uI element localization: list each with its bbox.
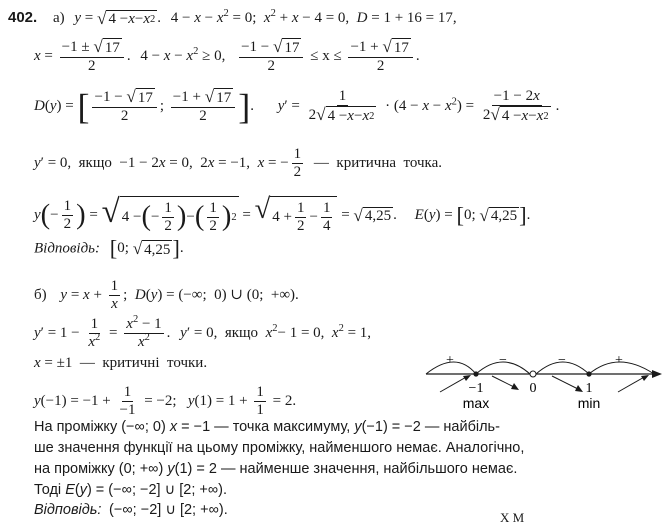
point-neg1: −1: [468, 381, 484, 396]
sign-diagram: [422, 346, 666, 414]
sign-3: −: [558, 353, 566, 368]
line-b4: y(−1) = −1 + $\frac{1}{-1}$ = −2; y(1) = 1 + $\frac{1}{1}$ = 2.: [34, 384, 297, 419]
footer-fragment: X M: [500, 510, 525, 525]
para-line-1: На проміжку (−∞; 0) x = −1 — точка максимуму, y(−1) = −2 — найбіль-: [34, 419, 500, 435]
fraction-roots: −1 ± √ 17 2: [60, 38, 124, 76]
sqrt-expr: √ 4 − x − x 2: [97, 9, 156, 28]
label-min: min: [577, 395, 601, 411]
answer-b-line: Відповідь: (−∞; −2] ∪ [2; +∞).: [34, 502, 228, 518]
line-b3: x = ±1 — критичні точки.: [34, 355, 208, 371]
line-5: y(− $\frac{1}{2}$ ) = √ 4 − ( − 1 2 ) − ( 1 2 ) 2 = √ 4 + 1 2 − 1 4 = √ 4,25 . E(y) = [0; √ 4,25 ].: [34, 194, 531, 235]
line-1: 402. а) y = √ 4 − x − x 2 . $4 - x - x^2 = 0$; $x^2 + x - 4 = 0$, D = 1 + 16 = 17,: [8, 8, 457, 28]
label-max: max: [462, 395, 490, 411]
answer-label: Відповідь:: [34, 240, 101, 257]
line-2: x = −1 ± √ 17 2 . $4 - x - x^2 \ge 0$, −1 − √ 17 2 ≤ x ≤ −1 + √ 17 2 .: [34, 37, 420, 75]
crit-fraction: $\frac{1}{2}$: [293, 146, 302, 181]
deriv-fraction-2: −1 − 2x 2 √ 4 − x − x 2: [482, 88, 549, 125]
deriv-fraction-1: 1 2 √ 4 − x − x 2: [308, 88, 375, 125]
sign-4: +: [615, 353, 623, 368]
part-a-label: а): [52, 10, 65, 27]
domain-right: −1 + √ 17 2: [171, 88, 235, 126]
line-b1: б) y = x + $\frac{1}{x}$ ; D(y) = (−∞; 0) ∪ (0; +∞).: [34, 278, 299, 313]
domain-left: −1 − √ 17 2: [92, 88, 156, 126]
sign-2: −: [499, 353, 507, 368]
line-3: D(y) = [ −1 − √ 17 2 ; −1 + √ 17 2 ]. y′ = 1 2 √ 4 − x − x 2 · $(4 - x - x^2)$ = −1 − 2x 2 √ 4 − x − x 2 .: [34, 86, 560, 127]
sign-1: +: [446, 353, 454, 368]
problem-number: 402.: [8, 9, 38, 27]
line-b2: y′ = 1 − $\frac{1}{x^2}$ = $\frac{x^2 - 1}{x^2}$ . y′ = 0, якщо $x^2- 1 = 0$, $x^2 = 1$,: [34, 314, 372, 351]
point-0: 0: [529, 381, 537, 396]
line-4: y′ = 0, якщо −1 − 2x = 0, 2x = −1, x = − $\frac{1}{2}$ — критична точка.: [34, 146, 443, 181]
answer-a-line: Відповідь: [0; √ 4,25 ].: [34, 236, 184, 261]
para-line-4: Тоді E(y) = (−∞; −2] ∪ [2; +∞).: [34, 482, 228, 498]
fraction-lower: −1 − √ 17 2: [239, 38, 303, 76]
point-1: 1: [585, 381, 593, 396]
para-line-3: на проміжку (0; +∞) y(1) = 2 — найменше значення, найбільшого немає.: [34, 461, 518, 477]
para-line-2: ше значення функції на цьому проміжку, найменшого немає. Аналогічно,: [34, 440, 525, 456]
part-b-label: б): [34, 287, 47, 304]
fraction-upper: −1 + √ 17 2: [348, 38, 412, 76]
